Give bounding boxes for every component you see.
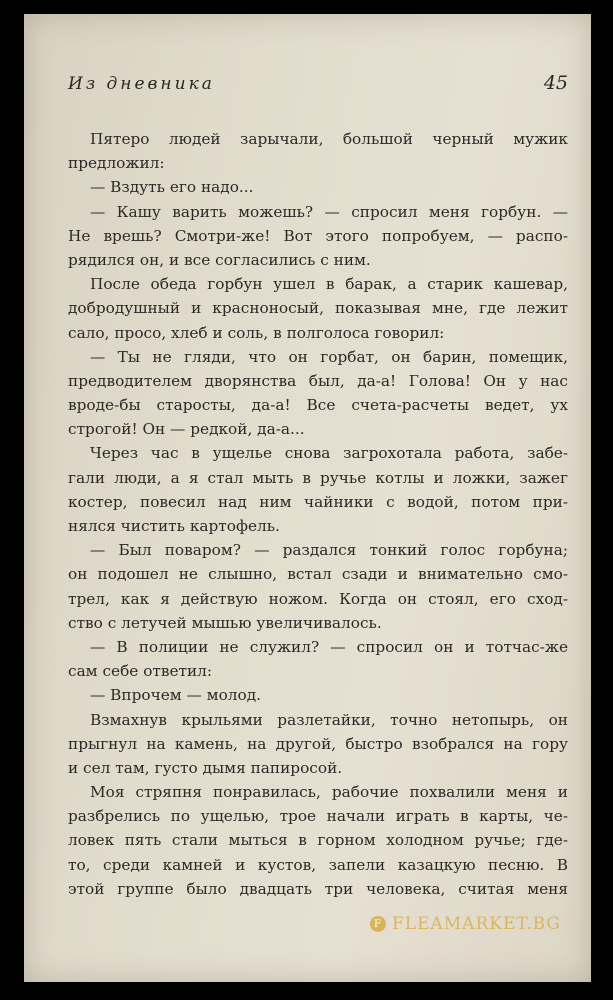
text-line: он подошел не слышно, встал сзади и внимательно смо- xyxy=(68,565,568,584)
text-line: Пятеро людей зарычали, большой черный мужик xyxy=(90,130,568,148)
text-line: Через час в ущелье снова загрохотала работа, забе- xyxy=(90,444,568,463)
body-text xyxy=(68,127,568,901)
text-line: — Ты не гляди, что он горбат, он барин, помещик, xyxy=(90,347,568,366)
text-line: разбрелись по ущелью, трое начали играть в карты, че- xyxy=(68,807,568,826)
text-line: ство с летучей мышью увеличивалось. xyxy=(68,613,382,632)
text-line: костер, повесил над ним чайники с водой, потом при- xyxy=(68,492,568,511)
text-line: трел, как я действую ножом. Когда он стоял, его сход- xyxy=(68,589,568,608)
book-page xyxy=(24,14,591,982)
text-line: добродушный и красноносый, показывая мне, где лежит xyxy=(68,299,568,318)
text-line: нялся чистить картофель. xyxy=(68,517,280,535)
text-line: предложил: xyxy=(68,154,165,173)
text-line: — Впрочем — молод. xyxy=(90,686,261,705)
text-line: сам себе ответил: xyxy=(68,662,213,681)
watermark xyxy=(370,914,561,934)
text-line: После обеда горбун ушел в барак, а старик кашевар, xyxy=(90,275,568,294)
text-line: прыгнул на камень, на другой, быстро взобрался на гору xyxy=(68,734,568,753)
text-line: этой группе было двадцать три человека, считая меня xyxy=(68,879,568,898)
text-line: вроде-бы старосты, да-а! Все счета-расчеты ведет, ух xyxy=(68,396,568,415)
page-number: 45 xyxy=(543,72,568,94)
text-line: — В полиции не служил? — спросил он и тотчас-же xyxy=(90,637,568,656)
text-line: и сел там, густо дымя папиросой. xyxy=(68,758,343,777)
watermark-logo-icon: F xyxy=(370,916,386,932)
text-line: рядился он, и все согласились с ним. xyxy=(68,250,371,269)
text-line: Взмахнув крыльями разлетайки, точно нетопырь, он xyxy=(90,710,568,729)
text-line: строгой! Он — редкой, да-а... xyxy=(68,420,305,439)
running-head xyxy=(68,72,568,94)
watermark-text: FLEAMARKET.BG xyxy=(392,914,561,934)
text-line: — Кашу варить можешь? — спросил меня горбун. — xyxy=(90,202,568,221)
text-line: то, среди камней и кустов, запели казацкую песню. В xyxy=(68,855,568,874)
text-line: ловек пять стали мыться в горном холодном ручье; где- xyxy=(68,831,568,850)
running-title: Из дневника xyxy=(68,74,215,94)
text-line: Не врешь? Смотри-же! Вот этого попробуем, — распо- xyxy=(68,226,568,245)
text-line: сало, просо, хлеб и соль, в полголоса говорил: xyxy=(68,323,445,342)
text-line: гали люди, а я стал мыть в ручье котлы и ложки, зажег xyxy=(68,468,568,487)
text-line: Моя стряпня понравилась, рабочие похвалили меня и xyxy=(90,783,568,802)
text-line: предводителем дворянства был, да-а! Голова! Он у нас xyxy=(68,371,568,390)
text-line: — Вздуть его надо... xyxy=(90,178,254,197)
text-line: — Был поваром? — раздался тонкий голос горбуна; xyxy=(90,541,568,560)
